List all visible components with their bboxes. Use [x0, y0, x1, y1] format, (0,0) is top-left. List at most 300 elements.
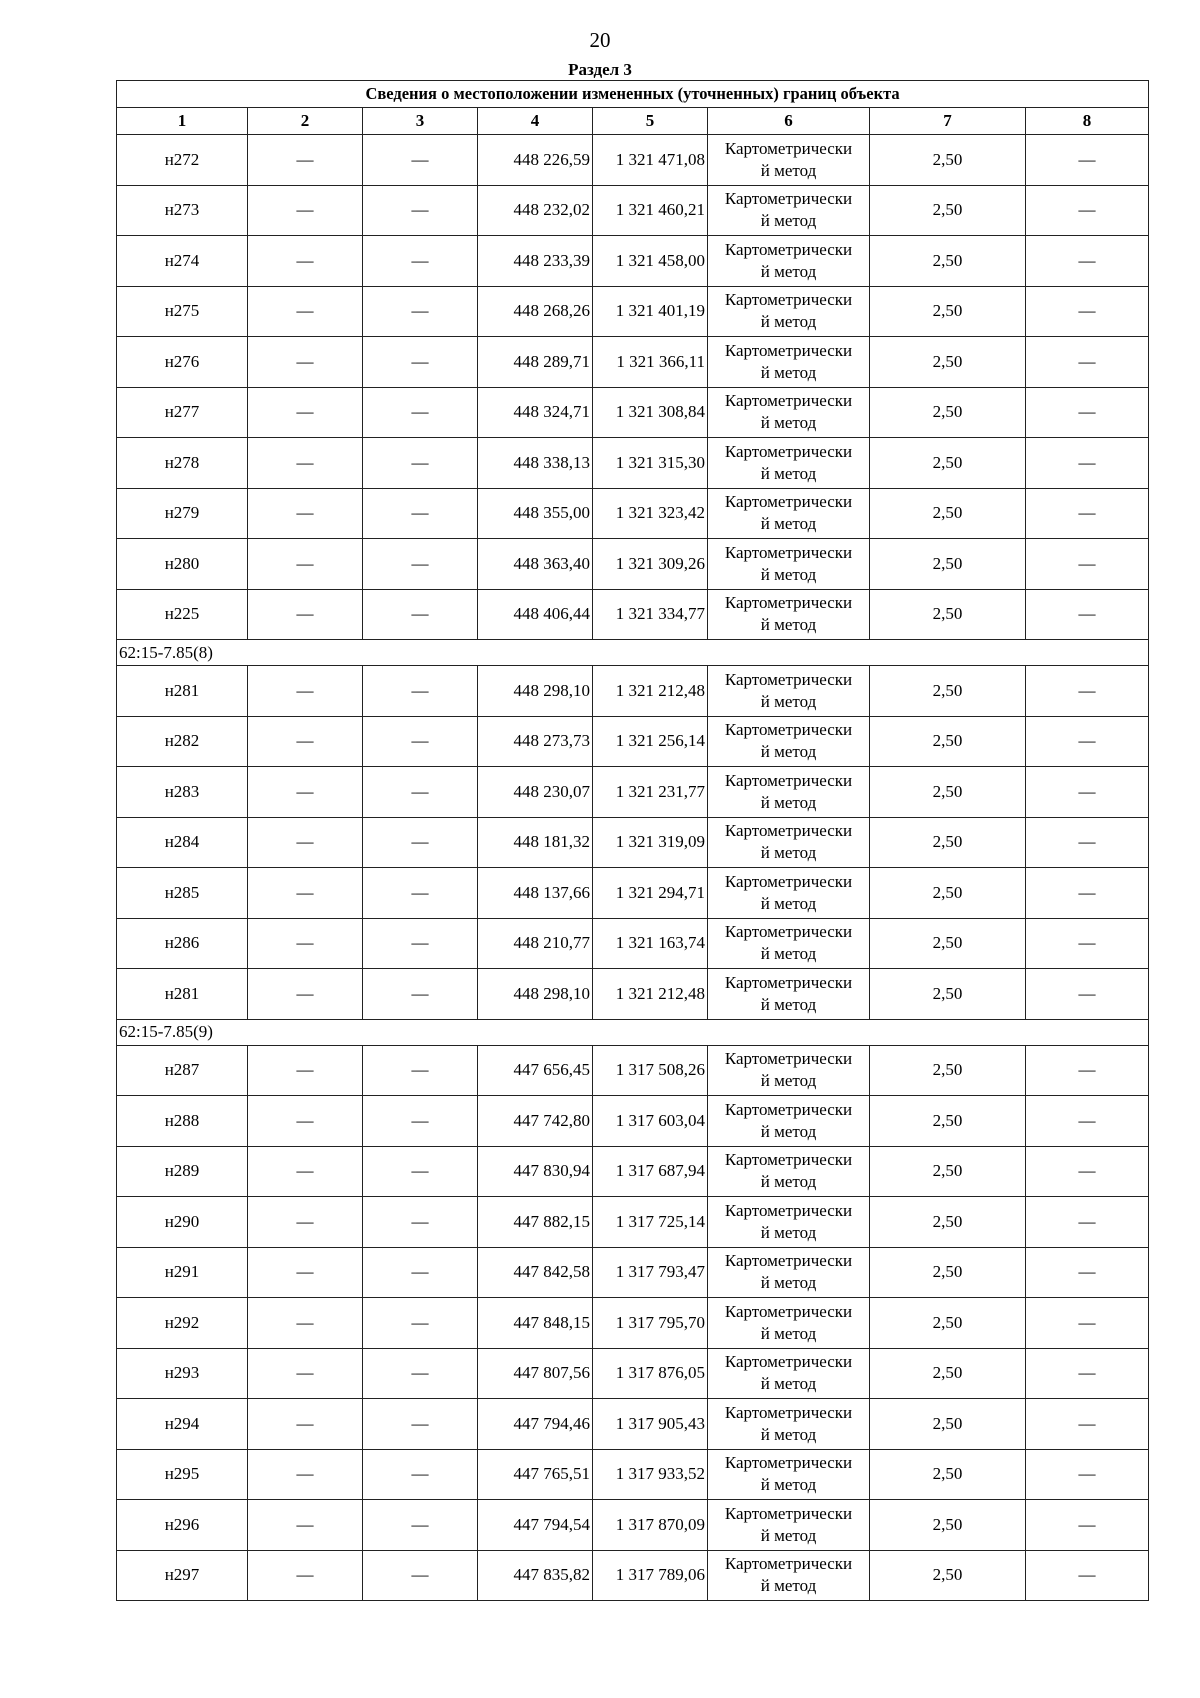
column-3-cell: — [363, 387, 478, 438]
column-2-cell: — [248, 488, 363, 539]
x-coordinate-cell: 448 338,13 [478, 438, 593, 489]
accuracy-cell: 2,50 [870, 1146, 1026, 1197]
method-cell [708, 666, 870, 717]
method-line-2: й метод [760, 843, 817, 863]
point-name-cell: н297 [117, 1550, 248, 1601]
accuracy-cell: 2,50 [870, 716, 1026, 767]
column-3-cell: — [363, 438, 478, 489]
table-row [117, 236, 1149, 287]
x-coordinate-cell: 447 842,58 [478, 1247, 593, 1298]
column-8-cell: — [1026, 387, 1149, 438]
point-name-cell: н290 [117, 1197, 248, 1248]
method-cell [708, 716, 870, 767]
y-coordinate-cell: 1 317 603,04 [593, 1096, 708, 1147]
accuracy-cell: 2,50 [870, 1348, 1026, 1399]
column-3-cell: — [363, 716, 478, 767]
y-coordinate-cell: 1 317 687,94 [593, 1146, 708, 1197]
y-coordinate-cell: 1 317 905,43 [593, 1399, 708, 1450]
method-cell [708, 387, 870, 438]
column-3-cell: — [363, 969, 478, 1020]
method-cell [708, 1096, 870, 1147]
method-line-2: й метод [760, 742, 817, 762]
table-row [117, 1348, 1149, 1399]
table-row [117, 767, 1149, 818]
column-3-cell: — [363, 337, 478, 388]
method-line-1: Картометрически [724, 290, 853, 310]
x-coordinate-cell: 447 848,15 [478, 1298, 593, 1349]
column-2-cell: — [248, 716, 363, 767]
x-coordinate-cell: 448 406,44 [478, 589, 593, 640]
accuracy-cell: 2,50 [870, 185, 1026, 236]
accuracy-cell: 2,50 [870, 438, 1026, 489]
column-2-cell: — [248, 1399, 363, 1450]
table-row [117, 337, 1149, 388]
column-3-cell: — [363, 589, 478, 640]
y-coordinate-cell: 1 317 870,09 [593, 1500, 708, 1551]
column-8-cell: — [1026, 1247, 1149, 1298]
y-coordinate-cell: 1 317 725,14 [593, 1197, 708, 1248]
accuracy-cell: 2,50 [870, 337, 1026, 388]
method-cell [708, 1500, 870, 1551]
accuracy-cell: 2,50 [870, 817, 1026, 868]
x-coordinate-cell: 448 268,26 [478, 286, 593, 337]
column-3-cell: — [363, 666, 478, 717]
column-3-cell: — [363, 1449, 478, 1500]
accuracy-cell: 2,50 [870, 135, 1026, 186]
method-cell [708, 488, 870, 539]
x-coordinate-cell: 448 298,10 [478, 666, 593, 717]
point-name-cell: н278 [117, 438, 248, 489]
table-row [117, 1146, 1149, 1197]
point-name-cell: н276 [117, 337, 248, 388]
method-line-2: й метод [760, 944, 817, 964]
method-cell [708, 1550, 870, 1601]
method-cell [708, 1399, 870, 1450]
point-name-cell: н281 [117, 666, 248, 717]
column-2-cell: — [248, 387, 363, 438]
method-cell [708, 1247, 870, 1298]
column-3-cell: — [363, 488, 478, 539]
method-line-1: Картометрически [724, 189, 853, 209]
point-name-cell: н284 [117, 817, 248, 868]
table-row [117, 1247, 1149, 1298]
x-coordinate-cell: 448 233,39 [478, 236, 593, 287]
method-cell [708, 1146, 870, 1197]
method-line-2: й метод [760, 564, 817, 584]
group-row [117, 640, 1149, 666]
x-coordinate-cell: 447 794,54 [478, 1500, 593, 1551]
column-8-cell: — [1026, 488, 1149, 539]
method-cell [708, 767, 870, 818]
column-8-cell: — [1026, 1298, 1149, 1349]
column-3-cell: — [363, 1146, 478, 1197]
column-number-row [117, 108, 1149, 135]
method-line-2: й метод [760, 1222, 817, 1242]
x-coordinate-cell: 448 355,00 [478, 488, 593, 539]
table-row [117, 716, 1149, 767]
method-line-1: Картометрически [724, 1352, 853, 1372]
method-line-1: Картометрически [724, 821, 853, 841]
y-coordinate-cell: 1 321 256,14 [593, 716, 708, 767]
point-name-cell: н291 [117, 1247, 248, 1298]
y-coordinate-cell: 1 321 458,00 [593, 236, 708, 287]
method-line-1: Картометрически [724, 1503, 853, 1523]
method-cell [708, 438, 870, 489]
column-2-cell: — [248, 666, 363, 717]
group-label: 62:15-7.85(8) [117, 640, 1149, 666]
x-coordinate-cell: 447 656,45 [478, 1045, 593, 1096]
column-number: 5 [593, 108, 708, 135]
column-3-cell: — [363, 1197, 478, 1248]
method-line-1: Картометрически [724, 542, 853, 562]
column-3-cell: — [363, 185, 478, 236]
method-line-1: Картометрически [724, 720, 853, 740]
point-name-cell: н295 [117, 1449, 248, 1500]
table-row [117, 868, 1149, 919]
column-2-cell: — [248, 969, 363, 1020]
table-row [117, 1197, 1149, 1248]
point-name-cell: н293 [117, 1348, 248, 1399]
method-line-2: й метод [760, 312, 817, 332]
column-number: 7 [870, 108, 1026, 135]
method-line-1: Картометрически [724, 239, 853, 259]
point-name-cell: н281 [117, 969, 248, 1020]
table-row [117, 817, 1149, 868]
table-caption-row [117, 81, 1149, 108]
table-row [117, 488, 1149, 539]
method-line-2: й метод [760, 362, 817, 382]
method-cell [708, 337, 870, 388]
column-2-cell: — [248, 1500, 363, 1551]
method-line-2: й метод [760, 994, 817, 1014]
column-3-cell: — [363, 1550, 478, 1601]
accuracy-cell: 2,50 [870, 286, 1026, 337]
x-coordinate-cell: 447 794,46 [478, 1399, 593, 1450]
method-cell [708, 236, 870, 287]
x-coordinate-cell: 448 210,77 [478, 918, 593, 969]
accuracy-cell: 2,50 [870, 236, 1026, 287]
accuracy-cell: 2,50 [870, 767, 1026, 818]
column-3-cell: — [363, 1298, 478, 1349]
column-number: 1 [117, 108, 248, 135]
method-line-2: й метод [760, 1323, 817, 1343]
column-8-cell: — [1026, 438, 1149, 489]
method-line-1: Картометрически [724, 871, 853, 891]
table-row [117, 135, 1149, 186]
column-number: 8 [1026, 108, 1149, 135]
column-number: 4 [478, 108, 593, 135]
method-line-1: Картометрически [724, 1301, 853, 1321]
column-2-cell: — [248, 1146, 363, 1197]
y-coordinate-cell: 1 321 294,71 [593, 868, 708, 919]
method-line-2: й метод [760, 792, 817, 812]
y-coordinate-cell: 1 321 163,74 [593, 918, 708, 969]
column-2-cell: — [248, 1298, 363, 1349]
y-coordinate-cell: 1 321 460,21 [593, 185, 708, 236]
x-coordinate-cell: 447 807,56 [478, 1348, 593, 1399]
group-label: 62:15-7.85(9) [117, 1019, 1149, 1045]
column-8-cell: — [1026, 1096, 1149, 1147]
x-coordinate-cell: 447 882,15 [478, 1197, 593, 1248]
method-cell [708, 817, 870, 868]
accuracy-cell: 2,50 [870, 488, 1026, 539]
table-caption: Сведения о местоположении измененных (уточненных) границ объекта [117, 81, 1149, 108]
y-coordinate-cell: 1 321 323,42 [593, 488, 708, 539]
column-8-cell: — [1026, 1045, 1149, 1096]
accuracy-cell: 2,50 [870, 1298, 1026, 1349]
column-3-cell: — [363, 135, 478, 186]
column-2-cell: — [248, 337, 363, 388]
column-8-cell: — [1026, 1348, 1149, 1399]
method-line-2: й метод [760, 1576, 817, 1596]
accuracy-cell: 2,50 [870, 1449, 1026, 1500]
method-line-1: Картометрически [724, 593, 853, 613]
y-coordinate-cell: 1 321 309,26 [593, 539, 708, 590]
y-coordinate-cell: 1 321 315,30 [593, 438, 708, 489]
y-coordinate-cell: 1 317 793,47 [593, 1247, 708, 1298]
point-name-cell: н286 [117, 918, 248, 969]
method-line-1: Картометрически [724, 1554, 853, 1574]
method-line-2: й метод [760, 1424, 817, 1444]
point-name-cell: н292 [117, 1298, 248, 1349]
method-line-1: Картометрически [724, 1402, 853, 1422]
column-8-cell: — [1026, 666, 1149, 717]
accuracy-cell: 2,50 [870, 1399, 1026, 1450]
method-line-1: Картометрически [724, 138, 853, 158]
column-2-cell: — [248, 1348, 363, 1399]
method-line-2: й метод [760, 1525, 817, 1545]
method-cell [708, 539, 870, 590]
x-coordinate-cell: 448 226,59 [478, 135, 593, 186]
column-3-cell: — [363, 539, 478, 590]
column-3-cell: — [363, 1399, 478, 1450]
table-row [117, 1550, 1149, 1601]
column-2-cell: — [248, 236, 363, 287]
accuracy-cell: 2,50 [870, 969, 1026, 1020]
point-name-cell: н285 [117, 868, 248, 919]
accuracy-cell: 2,50 [870, 589, 1026, 640]
method-line-2: й метод [760, 463, 817, 483]
column-2-cell: — [248, 1449, 363, 1500]
point-name-cell: н289 [117, 1146, 248, 1197]
column-2-cell: — [248, 589, 363, 640]
column-2-cell: — [248, 539, 363, 590]
method-line-2: й метод [760, 1121, 817, 1141]
method-cell [708, 286, 870, 337]
accuracy-cell: 2,50 [870, 918, 1026, 969]
x-coordinate-cell: 448 181,32 [478, 817, 593, 868]
x-coordinate-cell: 448 324,71 [478, 387, 593, 438]
column-2-cell: — [248, 286, 363, 337]
y-coordinate-cell: 1 321 212,48 [593, 969, 708, 1020]
table-row [117, 1399, 1149, 1450]
column-3-cell: — [363, 918, 478, 969]
method-cell [708, 1298, 870, 1349]
method-line-1: Картометрически [724, 1099, 853, 1119]
column-8-cell: — [1026, 1197, 1149, 1248]
accuracy-cell: 2,50 [870, 1550, 1026, 1601]
method-line-2: й метод [760, 691, 817, 711]
column-number: 2 [248, 108, 363, 135]
accuracy-cell: 2,50 [870, 1247, 1026, 1298]
method-cell [708, 1197, 870, 1248]
method-line-2: й метод [760, 211, 817, 231]
y-coordinate-cell: 1 321 366,11 [593, 337, 708, 388]
column-3-cell: — [363, 236, 478, 287]
table-row [117, 387, 1149, 438]
table-row [117, 666, 1149, 717]
column-8-cell: — [1026, 1500, 1149, 1551]
method-line-2: й метод [760, 514, 817, 534]
method-line-2: й метод [760, 160, 817, 180]
method-line-1: Картометрически [724, 1049, 853, 1069]
group-row [117, 1019, 1149, 1045]
table-row [117, 1096, 1149, 1147]
column-8-cell: — [1026, 918, 1149, 969]
method-line-1: Картометрически [724, 972, 853, 992]
x-coordinate-cell: 447 765,51 [478, 1449, 593, 1500]
coordinates-table [116, 80, 1149, 1601]
accuracy-cell: 2,50 [870, 1045, 1026, 1096]
column-2-cell: — [248, 767, 363, 818]
column-3-cell: — [363, 1045, 478, 1096]
table-row [117, 1298, 1149, 1349]
method-cell [708, 969, 870, 1020]
point-name-cell: н294 [117, 1399, 248, 1450]
column-8-cell: — [1026, 539, 1149, 590]
y-coordinate-cell: 1 317 795,70 [593, 1298, 708, 1349]
method-line-1: Картометрически [724, 1200, 853, 1220]
x-coordinate-cell: 448 230,07 [478, 767, 593, 818]
method-line-2: й метод [760, 1071, 817, 1091]
accuracy-cell: 2,50 [870, 539, 1026, 590]
table-row [117, 589, 1149, 640]
table-row [117, 539, 1149, 590]
method-line-1: Картометрически [724, 492, 853, 512]
method-cell [708, 1449, 870, 1500]
column-2-cell: — [248, 817, 363, 868]
method-line-2: й метод [760, 1475, 817, 1495]
section-title: Раздел 3 [568, 60, 632, 79]
x-coordinate-cell: 447 742,80 [478, 1096, 593, 1147]
column-3-cell: — [363, 868, 478, 919]
method-line-1: Картометрически [724, 441, 853, 461]
accuracy-cell: 2,50 [870, 868, 1026, 919]
method-line-1: Картометрически [724, 669, 853, 689]
y-coordinate-cell: 1 321 319,09 [593, 817, 708, 868]
method-line-2: й метод [760, 893, 817, 913]
x-coordinate-cell: 447 830,94 [478, 1146, 593, 1197]
column-2-cell: — [248, 1197, 363, 1248]
y-coordinate-cell: 1 321 212,48 [593, 666, 708, 717]
method-cell [708, 918, 870, 969]
point-name-cell: н277 [117, 387, 248, 438]
column-8-cell: — [1026, 1146, 1149, 1197]
method-cell [708, 1348, 870, 1399]
y-coordinate-cell: 1 321 471,08 [593, 135, 708, 186]
page-number: 20 [589, 28, 611, 52]
column-number: 6 [708, 108, 870, 135]
x-coordinate-cell: 448 232,02 [478, 185, 593, 236]
column-2-cell: — [248, 135, 363, 186]
point-name-cell: н283 [117, 767, 248, 818]
column-8-cell: — [1026, 185, 1149, 236]
column-8-cell: — [1026, 969, 1149, 1020]
column-8-cell: — [1026, 868, 1149, 919]
x-coordinate-cell: 448 273,73 [478, 716, 593, 767]
column-8-cell: — [1026, 337, 1149, 388]
table-row [117, 286, 1149, 337]
column-2-cell: — [248, 185, 363, 236]
method-line-1: Картометрически [724, 340, 853, 360]
column-number: 3 [363, 108, 478, 135]
column-3-cell: — [363, 767, 478, 818]
table-row [117, 918, 1149, 969]
column-2-cell: — [248, 918, 363, 969]
column-2-cell: — [248, 1247, 363, 1298]
point-name-cell: н288 [117, 1096, 248, 1147]
x-coordinate-cell: 448 137,66 [478, 868, 593, 919]
column-8-cell: — [1026, 1449, 1149, 1500]
point-name-cell: н296 [117, 1500, 248, 1551]
method-line-2: й метод [760, 1172, 817, 1192]
column-3-cell: — [363, 1096, 478, 1147]
x-coordinate-cell: 448 298,10 [478, 969, 593, 1020]
method-cell [708, 1045, 870, 1096]
method-line-1: Картометрически [724, 1150, 853, 1170]
x-coordinate-cell: 447 835,82 [478, 1550, 593, 1601]
method-cell [708, 589, 870, 640]
table-body [117, 81, 1149, 1601]
column-8-cell: — [1026, 286, 1149, 337]
table-row [117, 185, 1149, 236]
point-name-cell: н273 [117, 185, 248, 236]
method-cell [708, 185, 870, 236]
method-line-2: й метод [760, 615, 817, 635]
method-line-1: Картометрически [724, 1453, 853, 1473]
column-8-cell: — [1026, 236, 1149, 287]
point-name-cell: н280 [117, 539, 248, 590]
column-2-cell: — [248, 1550, 363, 1601]
y-coordinate-cell: 1 321 308,84 [593, 387, 708, 438]
accuracy-cell: 2,50 [870, 666, 1026, 717]
column-8-cell: — [1026, 135, 1149, 186]
point-name-cell: н282 [117, 716, 248, 767]
column-8-cell: — [1026, 1399, 1149, 1450]
point-name-cell: н274 [117, 236, 248, 287]
accuracy-cell: 2,50 [870, 387, 1026, 438]
table-row [117, 1500, 1149, 1551]
column-2-cell: — [248, 438, 363, 489]
y-coordinate-cell: 1 321 231,77 [593, 767, 708, 818]
y-coordinate-cell: 1 317 876,05 [593, 1348, 708, 1399]
column-3-cell: — [363, 1348, 478, 1399]
point-name-cell: н272 [117, 135, 248, 186]
method-cell [708, 135, 870, 186]
table-row [117, 438, 1149, 489]
column-2-cell: — [248, 1096, 363, 1147]
x-coordinate-cell: 448 289,71 [478, 337, 593, 388]
y-coordinate-cell: 1 317 508,26 [593, 1045, 708, 1096]
method-line-2: й метод [760, 261, 817, 281]
method-line-2: й метод [760, 1374, 817, 1394]
point-name-cell: н275 [117, 286, 248, 337]
table-row [117, 1449, 1149, 1500]
method-line-1: Картометрически [724, 922, 853, 942]
column-3-cell: — [363, 1500, 478, 1551]
method-cell [708, 868, 870, 919]
method-line-1: Картометрически [724, 770, 853, 790]
